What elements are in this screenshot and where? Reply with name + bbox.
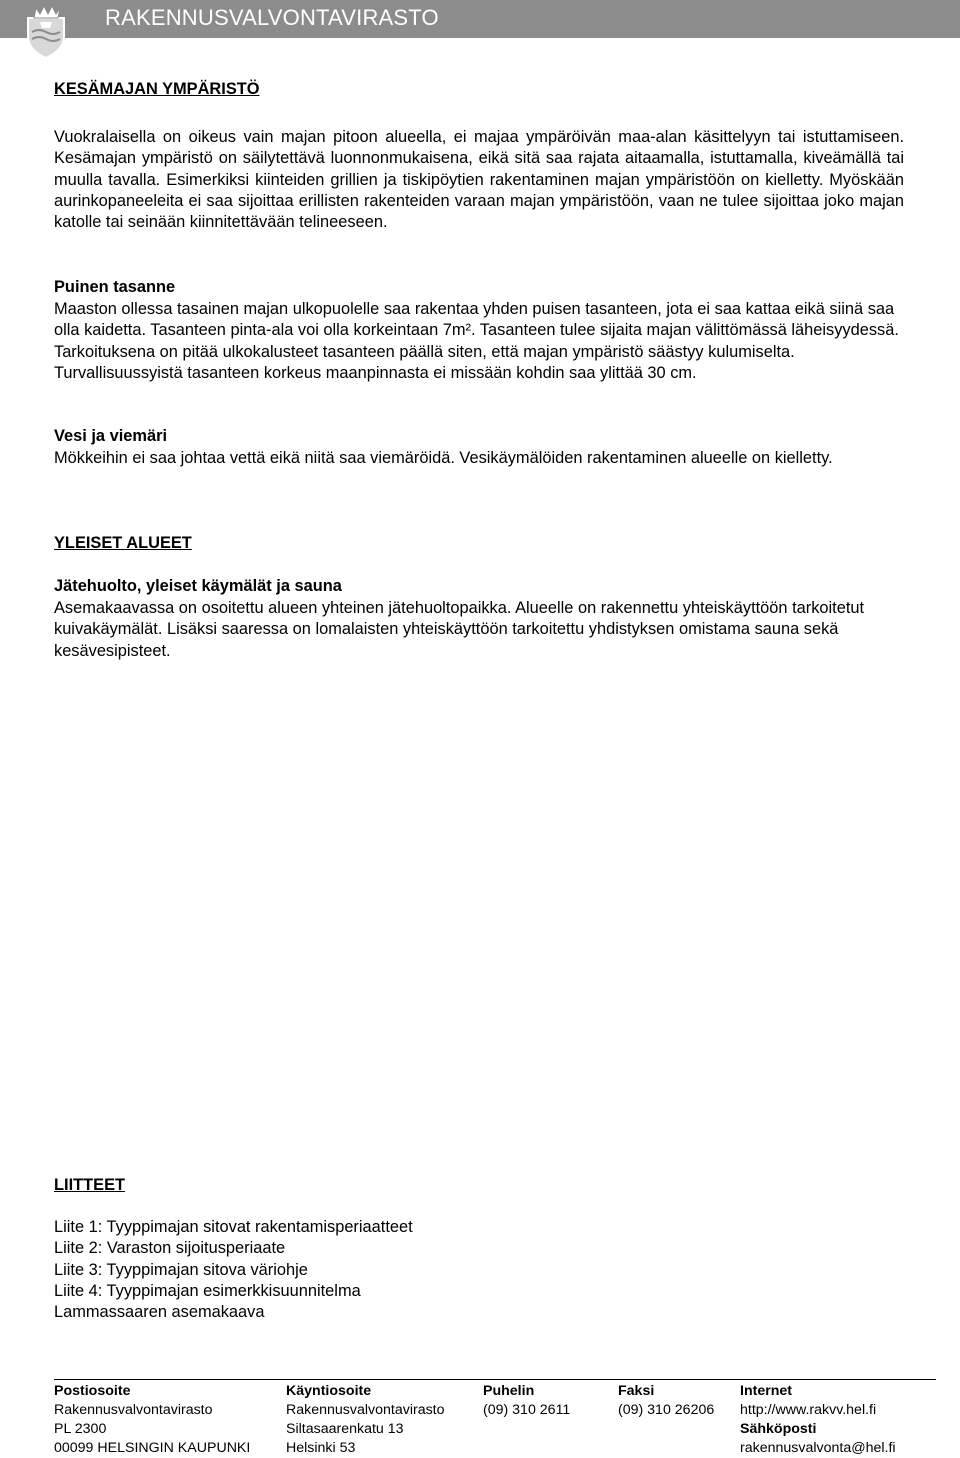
footer-fax-number: (09) 310 26206	[618, 1402, 715, 1418]
subsection-title-puinen-tasanne: Puinen tasanne	[54, 278, 176, 296]
footer-label-internet: Internet	[740, 1383, 793, 1399]
subsection-text-vesi-ja-viemari: Mökkeihin ei saa johtaa vettä eikä niitä saa viemäröidä. Vesikäymälöiden rakentaminen alueelle on kielletty.	[54, 449, 833, 467]
subsection-text-jatehuolto: Asemakaavassa on osoitettu alueen yhteinen jätehuoltopaikka. Alueelle on rakennettu yhteiskäyttöön tarkoitetut kuivakäymälät. Lisäksi saaressa on lomalaisten yhteiskäyttöön tarkoitettu yhdistyksen omistama sauna sekä kesävesipisteet.	[54, 599, 865, 660]
footer-postal-line: Rakennusvalvontavirasto	[54, 1402, 213, 1418]
subsection-text-puinen-tasanne: Maaston ollessa tasainen majan ulkopuolelle saa rakentaa yhden puisen tasanteen, jota ei saa kattaa eikä siinä saa olla kaidetta. Tasanteen pinta-ala voi olla korkeintaan 7m². Tasanteen tulee sijaita majan välittömässä läheisyydessä. Tarkoituksena on pitää ulkokalusteet tasanteen päällä siten, että majan ympäristö säästyy kulumiselta. Turvallisuussyistä tasanteen korkeus maanpinnasta ei missään kohdin saa ylittää 30 cm.	[54, 300, 899, 382]
footer-label-postiosoite: Postiosoite	[54, 1383, 131, 1399]
footer-email-link[interactable]: rakennusvalvonta@hel.fi	[740, 1440, 896, 1456]
footer-visiting-line: Siltasaarenkatu 13	[286, 1421, 404, 1437]
subsection-title-vesi-ja-viemari: Vesi ja viemäri	[54, 427, 167, 445]
footer-label-puhelin: Puhelin	[483, 1383, 535, 1399]
footer-postal-line: PL 2300	[54, 1421, 107, 1437]
attachment-item: Liite 3: Tyyppimajan sitova väriohje	[54, 1260, 308, 1279]
footer-label-faksi: Faksi	[618, 1383, 655, 1399]
footer-postal-address	[54, 1382, 250, 1458]
footer-divider	[54, 1379, 936, 1380]
footer-visiting-line: Rakennusvalvontavirasto	[286, 1402, 445, 1418]
footer-website-link[interactable]: http://www.rakvv.hel.fi	[740, 1402, 877, 1418]
footer-visiting-address	[286, 1382, 445, 1458]
page-footer	[54, 1382, 954, 1456]
footer-label-kayntiosoite: Käyntiosoite	[286, 1383, 372, 1399]
header-title: RAKENNUSVALVONTAVIRASTO	[105, 5, 439, 30]
attachment-item: Liite 2: Varaston sijoitusperiaate	[54, 1239, 286, 1258]
footer-label-sahkoposti: Sähköposti	[740, 1421, 817, 1437]
footer-internet	[740, 1382, 896, 1458]
attachments-list	[54, 1217, 413, 1323]
footer-phone	[483, 1382, 570, 1420]
section-title-yleiset-alueet: YLEISET ALUEET	[54, 534, 192, 552]
footer-fax	[618, 1382, 714, 1420]
section-title-kesamajan-ymparisto: KESÄMAJAN YMPÄRISTÖ	[54, 80, 260, 98]
attachment-item: Liite 4: Tyyppimajan esimerkkisuunnitelma	[54, 1281, 361, 1300]
section-title-liitteet: LIITTEET	[54, 1176, 126, 1194]
footer-postal-line: 00099 HELSINGIN KAUPUNKI	[54, 1440, 251, 1456]
subsection-title-jatehuolto: Jätehuolto, yleiset käymälät ja sauna	[54, 577, 342, 595]
footer-phone-number: (09) 310 2611	[483, 1402, 571, 1418]
attachment-item: Liite 1: Tyyppimajan sitovat rakentamisperiaatteet	[54, 1218, 413, 1236]
section-text-kesamajan-ymparisto: Vuokralaisella on oikeus vain majan pitoon alueella, ei majaa ympäröivän maa-alan käsittelyyn tai istuttamiseen. Kesämajan ympäristö on säilytettävä luonnonmukaisena, eikä sitä saa rajata aitaamalla, istuttamalla, kiveämällä tai muulla tavalla. Esimerkiksi kiinteiden grillien ja tiskipöytien rakentaminen majan ympäristöön on kielletty. Myöskään aurinkopaneeleita ei saa sijoittaa erillisten rakenteiden varaan majan ympäristöön, vaan ne tulee sijoittaa joko majan katolle tai seinään kiinnitettävään telineeseen.	[54, 128, 904, 232]
footer-visiting-line: Helsinki 53	[286, 1440, 356, 1456]
attachment-item: Lammassaaren asemakaava	[54, 1303, 265, 1322]
page-header	[0, 0, 960, 38]
helsinki-coat-of-arms-icon	[22, 2, 70, 60]
